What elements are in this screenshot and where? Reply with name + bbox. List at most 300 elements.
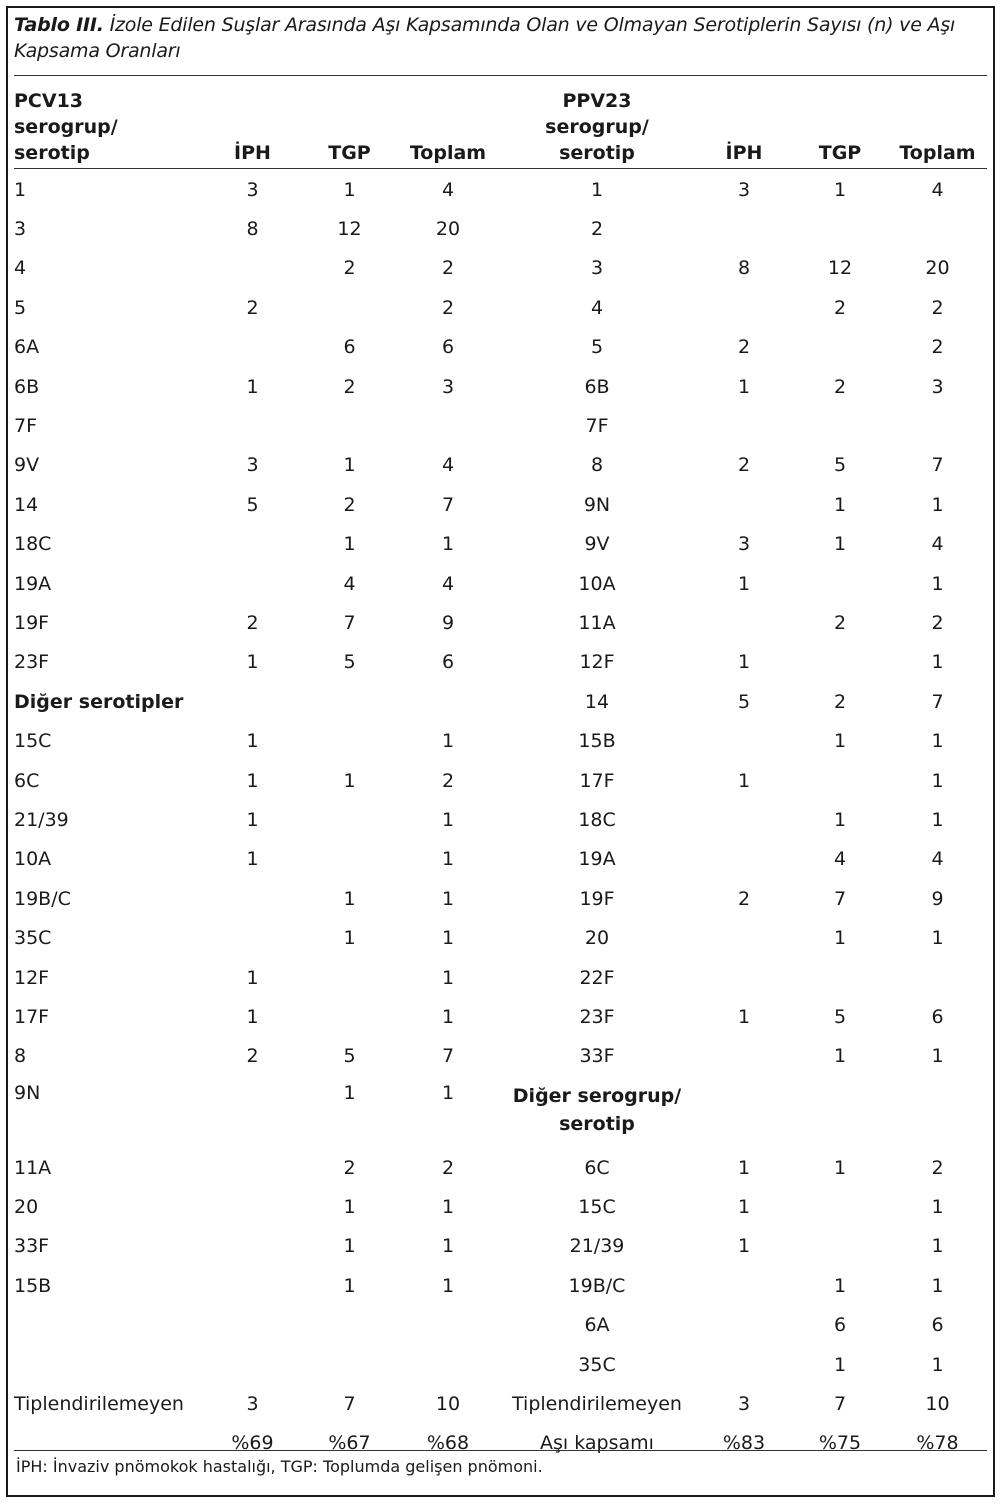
table-row	[14, 997, 987, 1036]
table-cell: 1	[441, 730, 455, 753]
table-cell	[301, 800, 398, 839]
table-cell	[792, 564, 888, 603]
table-row	[14, 800, 987, 839]
table-cell: 1	[833, 1353, 847, 1376]
table-cell: 12F	[579, 651, 615, 674]
table-cell: 1	[833, 730, 847, 753]
table-cell: 5	[590, 336, 604, 359]
table-cell	[696, 406, 792, 445]
table-cell: 2	[343, 1156, 356, 1179]
table-cell	[696, 288, 792, 327]
table-cell: 35C	[578, 1353, 616, 1376]
table-cell: 7	[833, 1393, 847, 1416]
table-cell: 1	[343, 1274, 356, 1297]
table-cell: 2	[441, 1156, 455, 1179]
table-cell: 6A	[584, 1314, 610, 1337]
table-cell: 1	[343, 769, 356, 792]
table-cell: 7F	[14, 415, 38, 438]
table-cell	[792, 1227, 888, 1266]
table-cell: 6A	[14, 336, 40, 359]
table-cell: 1	[441, 1235, 455, 1258]
table-cell: 1	[737, 1235, 751, 1258]
table-cell: 1	[833, 178, 847, 201]
table-cell	[301, 1345, 398, 1384]
table-cell: 1	[343, 927, 356, 950]
table-row	[14, 525, 987, 564]
table-cell: 9N	[14, 1081, 41, 1104]
table-row	[14, 643, 987, 682]
table-row	[14, 1345, 987, 1384]
table-cell: 2	[737, 336, 751, 359]
table-cell	[398, 682, 498, 721]
table-cell: 2	[441, 257, 455, 280]
table-cell	[301, 288, 398, 327]
table-cell: %69	[231, 1432, 274, 1455]
table-row	[14, 485, 987, 524]
table-row	[14, 840, 987, 879]
table-cell: 20	[14, 1196, 39, 1219]
table-cell: 1	[246, 651, 259, 674]
header-total-left: Toplam	[409, 142, 487, 164]
table-cell	[696, 603, 792, 642]
header-ppv23: PPV23 serogrup/ serotip	[545, 90, 649, 164]
table-cell	[696, 800, 792, 839]
header-iph-left: İPH	[234, 142, 271, 164]
table-cell: 33F	[579, 1045, 615, 1068]
table-cell	[204, 682, 301, 721]
table-cell	[888, 406, 987, 445]
table-cell	[696, 485, 792, 524]
caption-label: Tablo III.	[14, 14, 104, 36]
table-cell: 1	[833, 533, 847, 556]
table-cell: 19B/C	[568, 1274, 626, 1297]
table-cell: 2	[737, 454, 751, 477]
table-cell: 19F	[579, 887, 615, 910]
table-cell: %67	[328, 1432, 371, 1455]
table-row	[14, 209, 987, 248]
table-body	[14, 170, 987, 1463]
table-cell: 23F	[14, 651, 50, 674]
table-row	[14, 958, 987, 997]
table-cell: 7	[343, 1393, 356, 1416]
table-cell	[301, 682, 398, 721]
table-cell: 2	[931, 611, 944, 634]
table-cell: 4	[343, 572, 356, 595]
table-cell: 5	[833, 454, 847, 477]
table-cell	[204, 918, 301, 957]
table-cell: 7F	[585, 415, 609, 438]
table-cell: 2	[833, 690, 847, 713]
table-cell: 4	[441, 454, 455, 477]
table-row	[14, 1306, 987, 1345]
table-cell: 15B	[14, 1274, 52, 1297]
table-cell: 2	[246, 1045, 259, 1068]
table-cell: %75	[818, 1432, 862, 1455]
table-cell: 10A	[578, 572, 616, 595]
table-cell: 15C	[578, 1196, 616, 1219]
table-cell: Tiplendirilemeyen	[512, 1393, 682, 1416]
table-row	[14, 367, 987, 406]
table-cell: 1	[833, 1045, 847, 1068]
table-cell	[204, 1227, 301, 1266]
table-cell	[204, 328, 301, 367]
header-iph-right: İPH	[725, 142, 763, 164]
table-row	[14, 879, 987, 918]
table-cell: 4	[931, 178, 944, 201]
table-row	[14, 761, 987, 800]
table-cell: 5	[246, 493, 259, 516]
table-cell	[792, 328, 888, 367]
table-cell	[398, 1345, 498, 1384]
table-cell: 1	[737, 572, 751, 595]
table-cell: 5	[343, 1045, 356, 1068]
table-cell: Aşı kapsamı	[540, 1432, 654, 1455]
table-cell: 4	[441, 178, 455, 201]
table-cell: 1	[931, 730, 944, 753]
table-cell: 1	[931, 572, 944, 595]
table-cell	[792, 406, 888, 445]
table-cell	[792, 1187, 888, 1226]
table-cell	[204, 1076, 301, 1148]
table-cell	[14, 1306, 204, 1345]
table-cell: 1	[441, 887, 455, 910]
table-cell: 14	[584, 690, 610, 713]
table-cell: 1	[441, 966, 455, 989]
footnote: İPH: İnvaziv pnömokok hastalığı, TGP: Toplumda gelişen pnömoni.	[16, 1457, 543, 1476]
table-cell	[696, 1076, 792, 1148]
table-cell: 1	[931, 769, 944, 792]
table-cell: 12	[337, 218, 362, 241]
header-pcv13: PCV13 serogrup/ serotip	[14, 90, 118, 164]
table-cell	[204, 406, 301, 445]
table-cell: %68	[426, 1432, 470, 1455]
table-cell	[888, 958, 987, 997]
table-caption	[14, 12, 974, 64]
table-row	[14, 1148, 987, 1187]
table-cell	[14, 1345, 204, 1384]
serotype-table	[14, 80, 987, 1463]
table-cell: 7	[441, 1045, 455, 1068]
table-cell	[204, 879, 301, 918]
table-cell	[301, 958, 398, 997]
table-cell: 1	[931, 1274, 944, 1297]
table-cell: 19A	[14, 572, 52, 595]
table-cell: 9N	[583, 493, 611, 516]
table-cell: 22F	[579, 966, 615, 989]
table-cell: 1	[441, 848, 455, 871]
table-cell: 8	[246, 218, 259, 241]
table-cell: 8	[590, 454, 604, 477]
header-tgp-right: TGP	[818, 142, 862, 164]
table-cell: 1	[931, 493, 944, 516]
table-cell: 7	[931, 690, 944, 713]
table-cell: 3	[931, 375, 944, 398]
table-row	[14, 446, 987, 485]
table-cell	[696, 918, 792, 957]
table-cell: 1	[833, 1156, 847, 1179]
table-cell: 6	[441, 336, 455, 359]
table-cell: 21/39	[14, 808, 69, 831]
table-cell: 1	[343, 887, 356, 910]
table-cell: 7	[343, 611, 356, 634]
table-cell: 2	[931, 336, 944, 359]
table-cell	[204, 525, 301, 564]
table-cell: 2	[246, 296, 259, 319]
table-cell: 12F	[14, 966, 50, 989]
table-cell: 1	[931, 1235, 944, 1258]
table-cell: 2	[737, 887, 751, 910]
table-cell	[204, 249, 301, 288]
table-cell	[792, 209, 888, 248]
table-cell	[696, 1037, 792, 1076]
table-cell: 1	[246, 848, 259, 871]
table-cell: 3	[246, 178, 259, 201]
header-tgp-left: TGP	[328, 142, 371, 164]
table-cell: 35C	[14, 927, 52, 950]
table-cell	[696, 1266, 792, 1305]
table-cell: 6	[833, 1314, 847, 1337]
table-cell: 8	[14, 1045, 27, 1068]
table-cell: 6	[931, 1005, 944, 1028]
table-cell: Tiplendirilemeyen	[14, 1393, 184, 1416]
table-cell	[204, 564, 301, 603]
table-cell: 1	[590, 178, 604, 201]
table-cell: 1	[343, 454, 356, 477]
table-cell	[696, 209, 792, 248]
table-cell	[204, 1148, 301, 1187]
table-row	[14, 288, 987, 327]
table-cell: 33F	[14, 1235, 50, 1258]
table-cell: 6C	[584, 1156, 610, 1179]
table-cell: 1	[246, 769, 259, 792]
table-cell: 21/39	[569, 1235, 625, 1258]
table-cell: 1	[343, 1235, 356, 1258]
table-cell: 4	[931, 848, 944, 871]
table-row	[14, 170, 987, 209]
table-cell: 6C	[14, 769, 40, 792]
table-cell: 9	[931, 887, 944, 910]
table-cell: 4	[931, 533, 944, 556]
table-cell	[696, 721, 792, 760]
table-cell: 1	[441, 1081, 455, 1104]
table-cell: 19A	[578, 848, 616, 871]
table-cell	[204, 1306, 301, 1345]
table-cell: 4	[833, 848, 847, 871]
table-cell: 2	[590, 218, 604, 241]
table-cell: 1	[441, 1274, 455, 1297]
table-cell: 1	[833, 808, 847, 831]
table-cell: 7	[833, 887, 847, 910]
table-cell: 6	[931, 1314, 944, 1337]
table-cell: 1	[833, 1274, 847, 1297]
table-cell: 1	[246, 375, 259, 398]
table-cell	[398, 1306, 498, 1345]
table-cell	[398, 406, 498, 445]
table-cell	[204, 1345, 301, 1384]
table-cell: 1	[14, 178, 27, 201]
bottom-rule	[14, 1450, 987, 1451]
table-row	[14, 918, 987, 957]
table-cell	[888, 1076, 987, 1148]
table-cell	[696, 1306, 792, 1345]
table-cell: 2	[931, 296, 944, 319]
table-cell: 1	[441, 533, 455, 556]
table-cell	[204, 1266, 301, 1305]
table-cell: 3	[737, 1393, 751, 1416]
table-cell: 1	[246, 966, 259, 989]
table-cell: 3	[441, 375, 455, 398]
table-cell	[792, 958, 888, 997]
table-row	[14, 1187, 987, 1226]
table-cell: 5	[343, 651, 356, 674]
table-cell: 1	[737, 375, 751, 398]
table-cell	[696, 840, 792, 879]
table-cell: 23F	[579, 1005, 615, 1028]
table-cell: 1	[441, 1196, 455, 1219]
table-cell: 14	[14, 493, 39, 516]
header-rule	[14, 168, 987, 169]
table-cell: 1	[931, 1353, 944, 1376]
table-cell: 1	[246, 808, 259, 831]
table-cell: 6B	[584, 375, 610, 398]
table-cell	[792, 761, 888, 800]
table-cell: 2	[833, 296, 847, 319]
table-cell: 3	[246, 454, 259, 477]
table-cell: 1	[737, 1196, 751, 1219]
table-cell: 1	[441, 808, 455, 831]
table-row	[14, 1266, 987, 1305]
table-cell: 2	[441, 296, 455, 319]
table-cell: Diğer serogrup/ serotip	[512, 1084, 682, 1135]
table-cell: 6	[343, 336, 356, 359]
header-row	[14, 80, 987, 170]
table-cell: %83	[722, 1432, 766, 1455]
table-cell: 1	[931, 927, 944, 950]
table-row	[14, 721, 987, 760]
table-cell	[301, 840, 398, 879]
table-cell: 2	[343, 257, 356, 280]
table-row	[14, 249, 987, 288]
table-cell: 11A	[14, 1156, 52, 1179]
table-cell: 1	[246, 1005, 259, 1028]
table-cell: 1	[343, 533, 356, 556]
table-cell: 3	[14, 218, 27, 241]
table-cell: 2	[343, 375, 356, 398]
table-cell	[301, 406, 398, 445]
table-cell	[696, 1345, 792, 1384]
table-row	[14, 682, 987, 721]
table-row	[14, 328, 987, 367]
top-rule	[14, 75, 987, 76]
table-cell: 1	[931, 651, 944, 674]
table-cell: 1	[441, 927, 455, 950]
table-cell: 8	[737, 257, 751, 280]
table-cell: 4	[590, 296, 604, 319]
table-cell: 2	[246, 611, 259, 634]
table-cell: 9	[441, 611, 455, 634]
table-row	[14, 1227, 987, 1266]
table-cell	[301, 721, 398, 760]
table-cell: 5	[833, 1005, 847, 1028]
table-cell: 2	[833, 611, 847, 634]
table-cell: 5	[14, 296, 27, 319]
table-cell: 10	[435, 1393, 461, 1416]
table-cell: 1	[246, 730, 259, 753]
table-cell: Diğer serotipler	[14, 690, 184, 713]
table-cell: %78	[916, 1432, 959, 1455]
table-cell: 1	[343, 178, 356, 201]
table-row	[14, 1076, 987, 1148]
table-cell: 5	[737, 690, 751, 713]
table-cell: 6B	[14, 375, 40, 398]
table-row	[14, 1037, 987, 1076]
table-cell: 1	[441, 1005, 455, 1028]
table-cell: 1	[833, 493, 847, 516]
table-cell	[301, 1306, 398, 1345]
table-cell: 1	[343, 1196, 356, 1219]
table-cell: 1	[737, 651, 751, 674]
table-cell: 20	[925, 257, 950, 280]
table-cell	[204, 1187, 301, 1226]
table-cell: 3	[246, 1393, 259, 1416]
table-cell: 15B	[578, 730, 616, 753]
table-cell: 1	[833, 927, 847, 950]
table-cell: 4	[441, 572, 455, 595]
table-cell	[888, 209, 987, 248]
header-total-right: Toplam	[899, 142, 976, 164]
table-cell: 3	[737, 533, 751, 556]
table-cell: 1	[931, 1196, 944, 1219]
table-row	[14, 564, 987, 603]
table-cell: 20	[584, 927, 610, 950]
table-cell: 4	[14, 257, 27, 280]
table-cell: 1	[737, 1005, 751, 1028]
table-cell: 19F	[14, 611, 50, 634]
table-cell: 3	[737, 178, 751, 201]
table-cell: 17F	[579, 769, 615, 792]
table-cell	[696, 958, 792, 997]
table-cell: 1	[931, 1045, 944, 1068]
table-cell: 11A	[578, 611, 616, 634]
table-cell: 15C	[14, 730, 52, 753]
table-cell: 6	[441, 651, 455, 674]
table-cell	[792, 1076, 888, 1148]
table-cell: 2	[833, 375, 847, 398]
table-cell: 2	[343, 493, 356, 516]
table-cell: 20	[435, 218, 461, 241]
table-cell: 9V	[584, 533, 610, 556]
table-cell: 17F	[14, 1005, 50, 1028]
table-cell: 10	[925, 1393, 950, 1416]
table-cell: 18C	[578, 808, 616, 831]
table-cell: 2	[931, 1156, 944, 1179]
table-row	[14, 1384, 987, 1423]
table-cell	[792, 643, 888, 682]
table-cell: 1	[737, 769, 751, 792]
table-cell	[301, 997, 398, 1036]
table-cell: 1	[931, 808, 944, 831]
table-row	[14, 603, 987, 642]
table-cell: 2	[441, 769, 455, 792]
table-cell: 19B/C	[14, 887, 71, 910]
table-cell: 18C	[14, 533, 52, 556]
table-cell: 7	[931, 454, 944, 477]
table-cell: 10A	[14, 848, 52, 871]
table-cell: 3	[590, 257, 604, 280]
table-cell: 1	[343, 1081, 356, 1104]
table-cell: 12	[827, 257, 853, 280]
table-cell: 9V	[14, 454, 40, 477]
